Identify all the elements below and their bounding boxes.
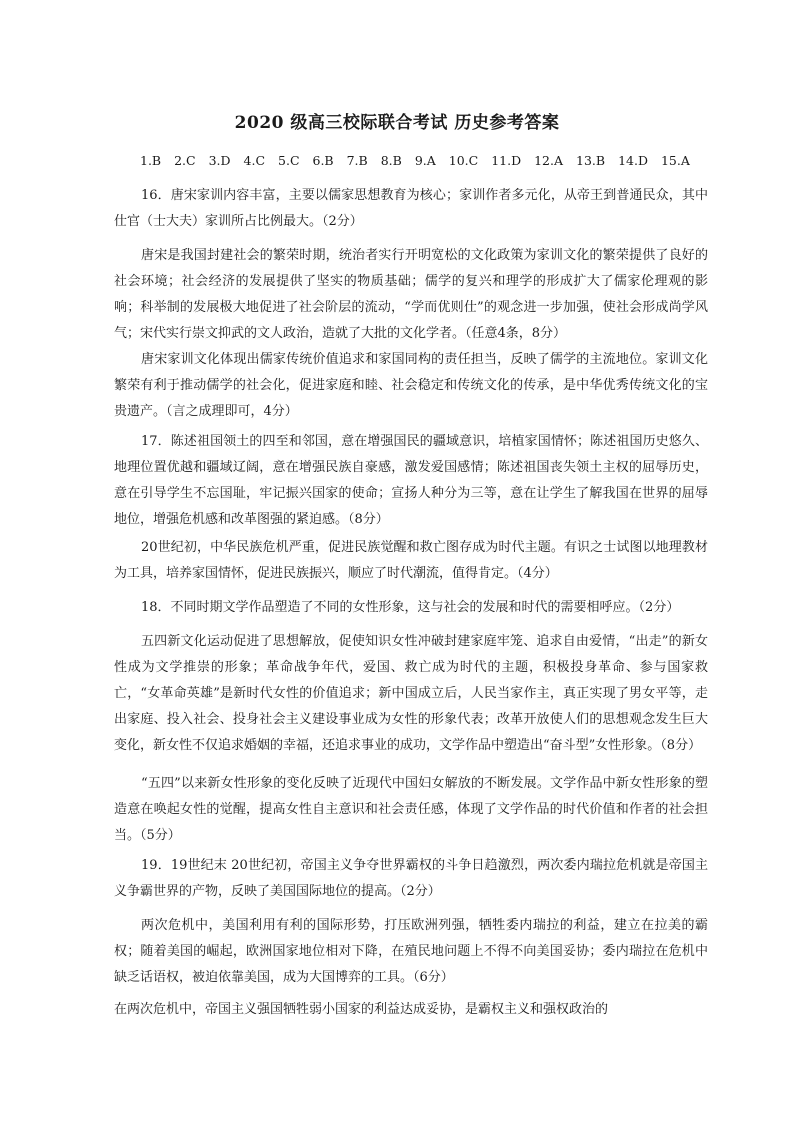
answer-19-conclusion: 在两次危机中，帝国主义强国牺牲弱小国家的利益达成妥协，是霸权主义和强权政治的: [114, 1002, 609, 1017]
choice-answer: 11.D: [491, 153, 522, 168]
choice-answer: 14.D: [618, 153, 648, 168]
choice-answer: 5.C: [278, 153, 300, 168]
choice-answer: 12.A: [534, 153, 564, 168]
choice-answers-row: [140, 153, 740, 168]
choice-answer: 2.C: [174, 153, 196, 168]
choice-answer: 3.D: [208, 153, 231, 168]
answer-18-summary: 18．不同时期文学作品塑造了不同的女性形象，这与社会的发展和时代的需要相呼应。（2分）: [141, 600, 680, 615]
answer-18-analysis: 五四新文化运动促进了思想解放，促使知识女性冲破封建家庭牢笼、追求自由爱情，“出走”的新女性成为文学推崇的形象；革命战争年代，爱国、救亡成为时代的主题，积极投身革命、参与国家救亡，“女革命英雄”是新时代女性的价值追求；新中国成立后，人民当家作主，真正实现了男女平等，走出家庭、投入社会、投身社会主义建设事业成为女性的形象代表；改革开放使人们的思想观念发生巨大变化，新女性不仅追求婚姻的幸福，还追求事业的成功，文学作品中塑造出“奋斗型”女性形象。（8分）: [114, 634, 708, 753]
choice-answer: 8.B: [380, 153, 402, 168]
choice-answer: 10.C: [448, 153, 479, 168]
choice-answer: 15.A: [660, 153, 690, 168]
answer-18-evaluation: “五四”以来新女性形象的变化反映了近现代中国妇女解放的不断发展。文学作品中新女性形象的塑造意在唤起女性的觉醒，提高女性自主意识和社会责任感，体现了文学作品的时代价值和作者的社会担当。（5分）: [114, 776, 708, 843]
answer-19-analysis: 两次危机中，美国利用有利的国际形势，打压欧洲列强，牺牲委内瑞拉的利益，建立在拉美的霸权；随着美国的崛起，欧洲国家地位相对下降，在殖民地问题上不得不向美国妥协；委内瑞拉在危机中缺乏话语权，被迫依靠美国，成为大国博弈的工具。（6分）: [114, 918, 708, 985]
answer-19-summary: 19．19世纪末 20世纪初，帝国主义争夺世界霸权的斗争日趋激烈，两次委内瑞拉危机就是帝国主义争霸世界的产物，反映了美国国际地位的提高。（2分）: [114, 858, 708, 899]
answer-17-evaluation: 20世纪初，中华民族危机严重，促进民族觉醒和救亡图存成为时代主题。有识之士试图以地理教材为工具，培养家国情怀，促进民族振兴，顺应了时代潮流，值得肯定。（4分）: [114, 540, 708, 581]
document-title: 2020 级高三校际联合考试 历史参考答案: [234, 113, 560, 133]
choice-answer: 13.B: [576, 153, 606, 168]
choice-answer: 4.C: [243, 153, 266, 168]
choice-answer: 6.B: [312, 153, 334, 168]
answer-16-reasons: 唐宋是我国封建社会的繁荣时期，统治者实行开明宽松的文化政策为家训文化的繁荣提供了良好的社会环境；社会经济的发展提供了坚实的物质基础；儒学的复兴和理学的形成扩大了儒家伦理观的影响；科举制的发展极大地促进了社会阶层的流动，“学而优则仕”的观念进一步加强，使社会形成尚学风气；宋代实行崇文抑武的文人政治，造就了大批的文化学者。（任意4条，8分）: [114, 248, 708, 341]
choice-answer: 7.B: [346, 153, 368, 168]
choice-answer: 9.A: [414, 153, 436, 168]
answer-16-evaluation: 唐宋家训文化体现出儒家传统价值追求和家国同构的责任担当，反映了儒学的主流地位。家训文化繁荣有利于推动儒学的社会化，促进家庭和睦、社会稳定和传统文化的传承，是中华优秀传统文化的宝贵遗产。（言之成理即可，4分）: [114, 352, 708, 419]
answer-17-analysis: 17．陈述祖国领土的四至和邻国，意在增强国民的疆域意识，培植家国情怀；陈述祖国历史悠久、地理位置优越和疆域辽阔，意在增强民族自豪感，激发爱国感情；陈述祖国丧失领土主权的屈辱历史，意在引导学生不忘国耻，牢记振兴国家的使命；宣扬人种分为三等，意在让学生了解我国在世界的屈辱地位，增强危机感和改革图强的紧迫感。（8分）: [114, 434, 708, 527]
choice-answer: 1.B: [140, 153, 162, 168]
answer-16-summary: 16．唐宋家训内容丰富，主要以儒家思想教育为核心；家训作者多元化，从帝王到普通民众，其中仕官（士大夫）家训所占比例最大。（2分）: [114, 188, 708, 229]
